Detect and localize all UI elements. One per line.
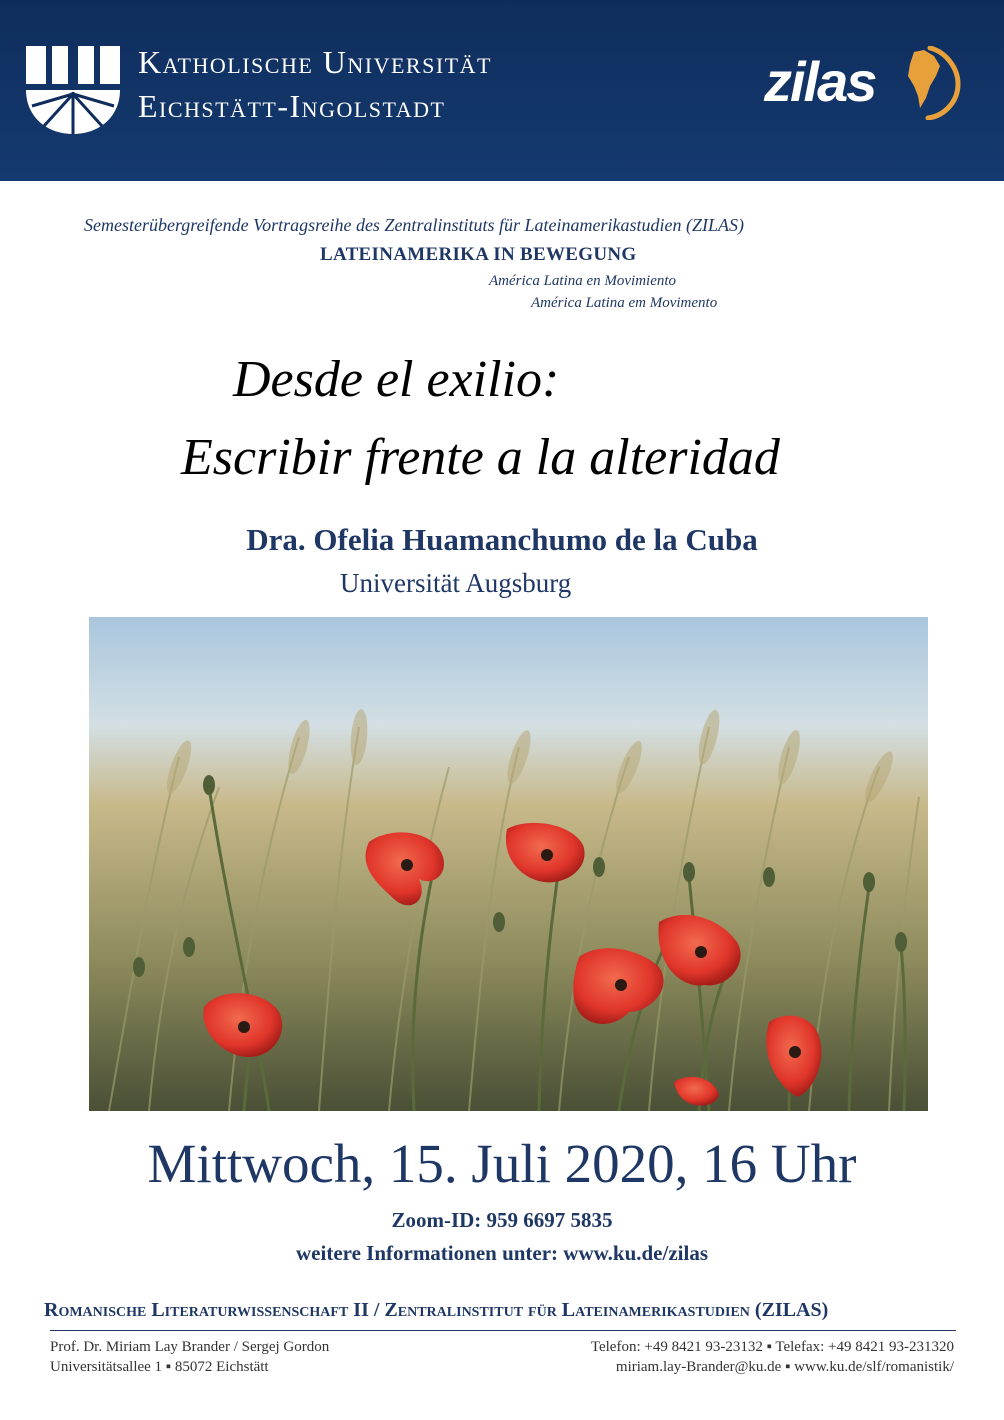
university-name-line1: Katholische Universität	[138, 44, 492, 80]
event-date: Mittwoch, 15. Juli 2020, 16 Uhr	[147, 1133, 857, 1194]
footer-phone: Telefon: +49 8421 93-23132 ▪ Telefax: +49 8421 93-231320	[590, 1339, 954, 1355]
zilas-logo	[764, 42, 964, 122]
talk-title-line1: Desde el exilio:	[233, 351, 560, 408]
zoom-id: Zoom-ID: 959 6697 5835	[391, 1208, 613, 1232]
zilas-logo-text: zilas	[764, 50, 876, 113]
university-name-line2: Eichstätt-Ingolstadt	[138, 88, 446, 124]
footer-email-web[interactable]: miriam.lay-Brander@ku.de ▪ www.ku.de/slf/romanistik/	[615, 1359, 954, 1375]
series-title: LATEINAMERIKA IN BEWEGUNG	[320, 244, 637, 265]
poppy-field-photo	[89, 617, 928, 1111]
footer-contact-right	[540, 1337, 954, 1377]
speaker-name: Dra. Ofelia Huamanchumo de la Cuba	[246, 522, 758, 557]
header-banner	[0, 0, 1004, 181]
series-title-spanish: América Latina en Movimiento	[489, 273, 677, 289]
footer-contact-left	[50, 1337, 329, 1377]
footer-names: Prof. Dr. Miriam Lay Brander / Sergej Gordon	[50, 1339, 330, 1355]
latin-america-map-icon	[894, 46, 964, 120]
footer-divider	[50, 1330, 956, 1331]
ku-shield-logo	[24, 44, 122, 136]
more-info-link[interactable]: weitere Informationen unter: www.ku.de/zilas	[296, 1241, 708, 1265]
talk-title-line2: Escribir frente a la alteridad	[181, 429, 780, 486]
speaker-affiliation: Universität Augsburg	[340, 568, 572, 598]
series-intro: Semesterübergreifende Vortragsreihe des Zentralinstituts für Lateinamerikastudien (ZILAS)	[84, 215, 744, 235]
footer-address: Universitätsallee 1 ▪ 85072 Eichstätt	[50, 1359, 269, 1375]
series-title-portuguese: América Latina em Movimento	[531, 295, 718, 311]
footer-title: Romanische Literaturwissenschaft II / Zentralinstitut für Lateinamerikastudien (ZILAS)	[44, 1299, 829, 1321]
university-name	[138, 40, 492, 128]
lecture-series	[84, 213, 904, 311]
